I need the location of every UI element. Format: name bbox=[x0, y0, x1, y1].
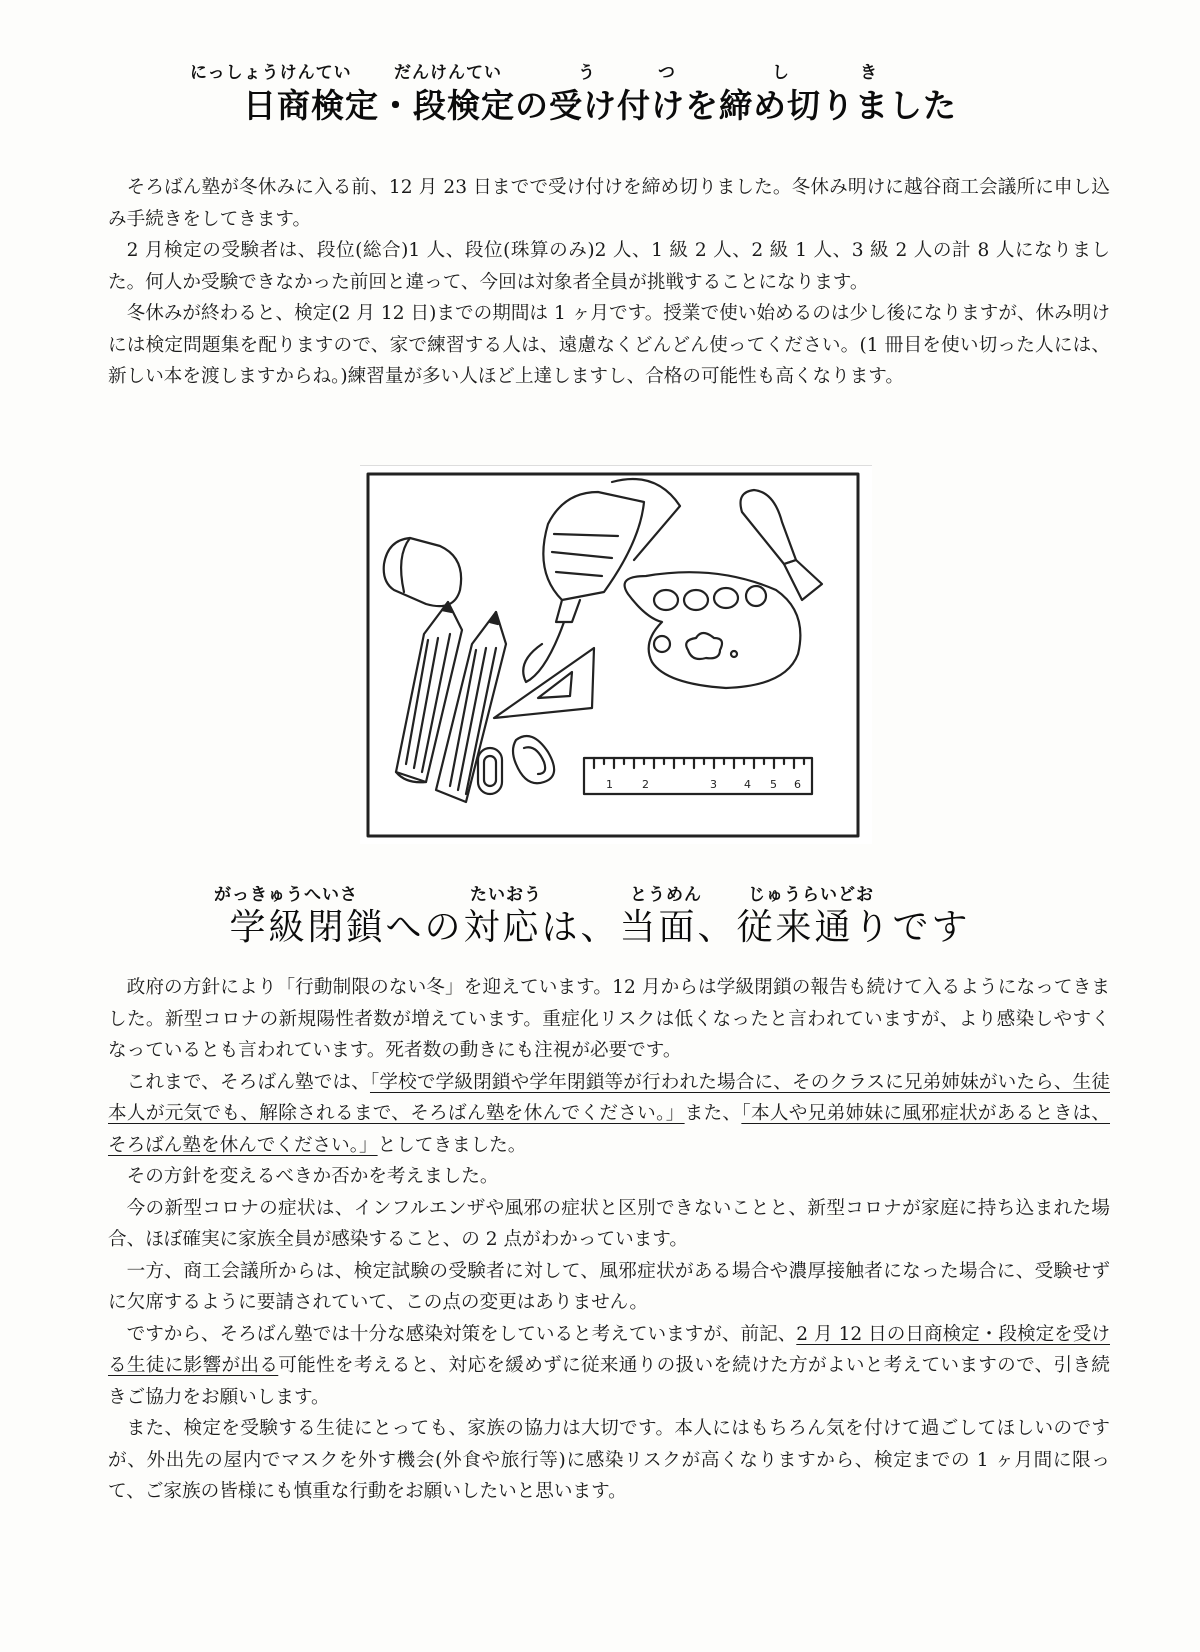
text: としてきました。 bbox=[377, 1134, 527, 1156]
section1-title: 日商検定・段検定の受け付けを締め切りました bbox=[243, 86, 957, 125]
paint-palette-icon bbox=[625, 572, 801, 688]
paperclip-icon bbox=[513, 736, 554, 783]
text: これまで、そろばん塾では、 bbox=[126, 1071, 370, 1093]
ruby-gakkyu-heisa: がっきゅうへいさ bbox=[214, 885, 358, 905]
section2-heading bbox=[0, 884, 1200, 950]
section2-paragraph: その方針を変えるべきか否かを考えました。 bbox=[126, 1166, 499, 1187]
underlined-policy-1: 「学校で学級閉鎖や学年閉鎖等が行われた場合に、そのクラスに兄弟姉妹がいたら、生徒本人が元気でも、解除されるまで、そろばん塾を休んでください。」 bbox=[108, 1071, 1110, 1124]
ruler-number: 5 bbox=[770, 778, 777, 791]
section2-paragraph: 今の新型コロナの症状は、インフルエンザや風邪の症状と区別できないことと、新型コロナが家庭に持ち込まれた場合、ほぼ確実に家族全員が感染すること、の 2 点がわかっています。 bbox=[108, 1197, 1110, 1250]
text: また、 bbox=[684, 1103, 742, 1124]
pencil-icon bbox=[396, 602, 462, 782]
ruby-nissho-kentei: にっしょうけんてい bbox=[190, 63, 352, 83]
ruby-taiou: たいおう bbox=[470, 885, 542, 905]
section1-paragraph: そろばん塾が冬休みに入る前、12 月 23 日までで受け付けを締め切りました。冬休み明けに越谷商工会議所に申し込み手続きをしてきます。 bbox=[108, 177, 1110, 230]
triangle-ruler-icon bbox=[494, 648, 594, 718]
stationery-drawing bbox=[366, 472, 866, 838]
ruby-ki: き bbox=[860, 63, 878, 83]
text: ですから、そろばん塾では十分な感染対策をしていると考えていますが、前記、 bbox=[126, 1323, 797, 1345]
section2-paragraph bbox=[108, 1319, 1110, 1414]
paintbrush-icon bbox=[741, 490, 823, 600]
section2-ruby bbox=[0, 884, 1200, 906]
stationery-illustration bbox=[360, 465, 872, 844]
ruby-juuraidoo: じゅうらいどお bbox=[748, 885, 874, 905]
section2-paragraph: 一方、商工会議所からは、検定試験の受験者に対して、風邪症状がある場合や濃厚接触者になった場合に、受験せずに欠席するように要請されていて、この点の変更はありません。 bbox=[108, 1260, 1110, 1313]
glue-tube-icon bbox=[523, 479, 680, 682]
ruler-number: 4 bbox=[744, 778, 751, 791]
ruby-toumen: とうめん bbox=[630, 885, 702, 905]
text: 可能性を考えると、対応を緩めずに従来通りの扱いを続けた方がよいと考えていますので、引き続きご協力をお願いします。 bbox=[108, 1355, 1110, 1408]
ruler-number: 1 bbox=[606, 778, 613, 791]
paperclip-icon bbox=[478, 748, 502, 794]
ruler-icon bbox=[584, 758, 812, 794]
section1-ruby bbox=[0, 62, 1200, 84]
section1-heading bbox=[0, 62, 1200, 128]
section2-paragraph: また、検定を受験する生徒にとっても、家族の協力は大切です。本人にはもちろん気を付けて過ごしてほしいのですが、外出先の屋内でマスクを外す機会(外食や旅行等)に感染リスクが高くなりますから、検定までの 1 ヶ月間に限って、ご家族の皆様にも慎重な行動をお願いしたいと思います。 bbox=[108, 1418, 1110, 1502]
ruler-number: 2 bbox=[642, 778, 649, 791]
ruby-shi: し bbox=[772, 63, 790, 83]
ruler-number: 3 bbox=[710, 778, 717, 791]
ruby-dan-kentei: だんけんてい bbox=[394, 63, 502, 83]
ruby-tsu: つ bbox=[658, 63, 676, 83]
underlined-exam-note: 2 月 12 日の日商検定・段検定を受ける生徒に影響が出る bbox=[108, 1323, 1110, 1376]
section2-title: 学級閉鎖への対応は、当面、従来通りです bbox=[229, 907, 971, 948]
underlined-policy-2: 「本人や兄弟姉妹に風邪症状があるときは、そろばん塾を休んでください。」 bbox=[108, 1103, 1110, 1156]
section1-paragraph: 2 月検定の受験者は、段位(総合)1 人、段位(珠算のみ)2 人、1 級 2 人、2 級 1 人、3 級 2 人の計 8 人になりました。何人か受験できなかった前回と違って、今回は対象者全員が挑戦することになります。 bbox=[108, 240, 1110, 293]
ruby-u: う bbox=[578, 63, 596, 83]
eraser-icon bbox=[384, 538, 461, 606]
section2-body bbox=[108, 972, 1110, 1508]
section2-paragraph bbox=[108, 1067, 1110, 1162]
section1-body bbox=[108, 172, 1110, 393]
ruler-number: 6 bbox=[794, 778, 801, 791]
section2-paragraph: 政府の方針により「行動制限のない冬」を迎えています。12 月からは学級閉鎖の報告も続けて入るようになってきました。新型コロナの新規陽性者数が増えています。重症化リスクは低くなったと言われていますが、より感染しやすくなっているとも言われています。死者数の動きにも注視が必要です。 bbox=[108, 977, 1110, 1061]
section1-paragraph: 冬休みが終わると、検定(2 月 12 日)までの期間は 1 ヶ月です。授業で使い始めるのは少し後になりますが、休み明けには検定問題集を配りますので、家で練習する人は、遠慮なくどんどん使ってください。(1 冊目を使い切った人には、新しい本を渡しますからね。)練習量が多い人ほど上達しますし、合格の可能性も高くなります。 bbox=[108, 303, 1110, 387]
